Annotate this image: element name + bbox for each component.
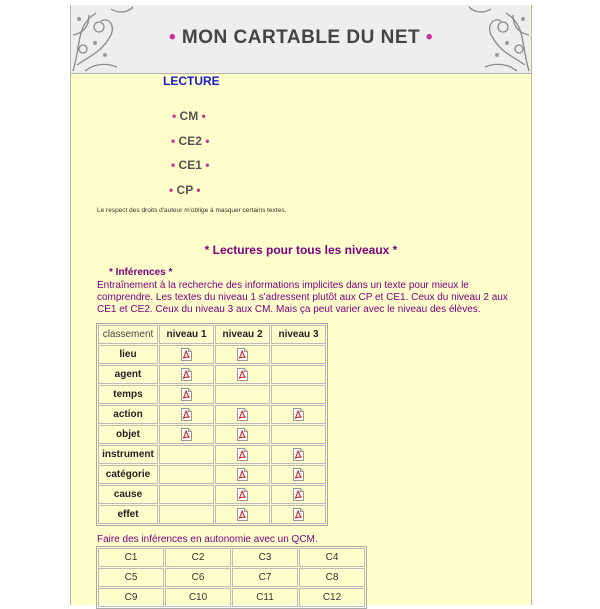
site-title — [71, 27, 531, 49]
nav-bullet: • — [172, 109, 177, 123]
level-cell — [271, 425, 326, 444]
level-cell — [159, 385, 214, 404]
pdf-file-icon[interactable] — [181, 408, 192, 421]
qcm-link[interactable]: C11 — [232, 588, 298, 607]
pdf-file-icon[interactable] — [237, 428, 248, 441]
nav-bullet: • — [169, 183, 174, 197]
row-label: action — [98, 405, 158, 424]
nav-item-label: CE2 — [178, 134, 202, 148]
nav-bullet: • — [205, 158, 210, 172]
level-cell — [159, 345, 214, 364]
row-label: instrument — [98, 445, 158, 464]
level-cell — [215, 425, 270, 444]
column-header: classement — [98, 325, 158, 344]
site-title-text: MON CARTABLE DU NET — [181, 27, 421, 48]
qcm-link[interactable]: C4 — [299, 548, 365, 567]
level-cell — [215, 505, 270, 524]
nav-item-label: CE1 — [178, 158, 202, 172]
nav-item-cm[interactable] — [172, 109, 206, 123]
nav-item-label: CM — [179, 109, 199, 123]
pdf-file-icon[interactable] — [181, 388, 192, 401]
table-row — [98, 505, 326, 524]
level-cell — [159, 445, 214, 464]
pdf-file-icon[interactable] — [237, 488, 248, 501]
qcm-link[interactable]: C1 — [98, 548, 164, 567]
inferences-table — [96, 323, 328, 526]
qcm-link[interactable]: C5 — [98, 568, 164, 587]
table-row — [98, 465, 326, 484]
pdf-file-icon[interactable] — [181, 368, 192, 381]
level-cell — [159, 485, 214, 504]
level-cell — [271, 445, 326, 464]
table-row — [98, 405, 326, 424]
row-label: objet — [98, 425, 158, 444]
nav-bullet: • — [171, 134, 176, 148]
level-cell — [215, 385, 270, 404]
level-cell — [159, 505, 214, 524]
row-label: temps — [98, 385, 158, 404]
level-cell — [159, 405, 214, 424]
nav-lecture-link[interactable]: LECTURE — [163, 74, 220, 88]
row-label: cause — [98, 485, 158, 504]
pdf-file-icon[interactable] — [293, 408, 304, 421]
section-intro: Entraînement à la recherche des informations implicites dans un texte pour mieux le comprendre. Les textes du niveau 1 s'adressent plutôt aux CP et CE1. Ceux du niveau 2 aux CE1 et CE2. Ceux du niveau 3 aux CM. Mais ça peut varier avec le niveau des élèves. — [97, 280, 508, 315]
row-label: effet — [98, 505, 158, 524]
pdf-file-icon[interactable] — [293, 508, 304, 521]
qcm-row — [98, 548, 365, 567]
section-subtitle: * Inférences * — [109, 267, 173, 278]
level-cell — [215, 365, 270, 384]
section-title: * Lectures pour tous les niveaux * — [204, 243, 398, 257]
nav-item-cp[interactable] — [169, 183, 201, 197]
qcm-link[interactable]: C6 — [165, 568, 231, 587]
table-row — [98, 445, 326, 464]
pdf-file-icon[interactable] — [237, 368, 248, 381]
column-header: niveau 3 — [271, 325, 326, 344]
pdf-file-icon[interactable] — [237, 448, 248, 461]
qcm-link[interactable]: C2 — [165, 548, 231, 567]
level-cell — [271, 405, 326, 424]
qcm-link[interactable]: C9 — [98, 588, 164, 607]
qcm-intro: Faire des inférences en autonomie avec un QCM. — [97, 534, 318, 545]
row-label: agent — [98, 365, 158, 384]
level-cell — [271, 345, 326, 364]
pdf-file-icon[interactable] — [181, 428, 192, 441]
qcm-link[interactable]: C10 — [165, 588, 231, 607]
pdf-file-icon[interactable] — [237, 348, 248, 361]
level-cell — [271, 385, 326, 404]
qcm-link[interactable]: C12 — [299, 588, 365, 607]
title-bullet: • — [425, 27, 434, 48]
copyright-note: Le respect des droits d'auteur m'oblige à masquer certains textes. — [97, 207, 287, 214]
level-cell — [271, 465, 326, 484]
pdf-file-icon[interactable] — [293, 468, 304, 481]
qcm-row — [98, 568, 365, 587]
level-cell — [159, 425, 214, 444]
qcm-link[interactable]: C3 — [232, 548, 298, 567]
level-cell — [215, 485, 270, 504]
level-cell — [215, 445, 270, 464]
column-header: niveau 2 — [215, 325, 270, 344]
level-cell — [215, 345, 270, 364]
nav-bullet: • — [201, 109, 206, 123]
table-row — [98, 385, 326, 404]
level-cell — [271, 505, 326, 524]
row-label: catégorie — [98, 465, 158, 484]
table-row — [98, 485, 326, 504]
level-cell — [215, 405, 270, 424]
qcm-link[interactable]: C7 — [232, 568, 298, 587]
nav-bullet: • — [205, 134, 210, 148]
level-cell — [159, 365, 214, 384]
pdf-file-icon[interactable] — [237, 508, 248, 521]
pdf-file-icon[interactable] — [237, 468, 248, 481]
pdf-file-icon[interactable] — [293, 448, 304, 461]
level-cell — [271, 485, 326, 504]
row-label: lieu — [98, 345, 158, 364]
table-row — [98, 425, 326, 444]
nav-item-ce1[interactable] — [171, 158, 209, 172]
nav-bullet: • — [196, 183, 201, 197]
pdf-file-icon[interactable] — [181, 348, 192, 361]
nav-item-label: CP — [176, 183, 193, 197]
pdf-file-icon[interactable] — [293, 488, 304, 501]
nav-bullet: • — [171, 158, 176, 172]
table-row — [98, 365, 326, 384]
table-header-row — [98, 325, 326, 344]
page-column — [70, 5, 532, 605]
title-bullet: • — [168, 27, 177, 48]
level-cell — [159, 465, 214, 484]
level-cell — [271, 365, 326, 384]
qcm-link[interactable]: C8 — [299, 568, 365, 587]
nav-item-ce2[interactable] — [171, 134, 209, 148]
level-cell — [215, 465, 270, 484]
table-row — [98, 345, 326, 364]
pdf-file-icon[interactable] — [237, 408, 248, 421]
site-banner — [71, 5, 531, 74]
column-header: niveau 1 — [159, 325, 214, 344]
qcm-row — [98, 588, 365, 607]
